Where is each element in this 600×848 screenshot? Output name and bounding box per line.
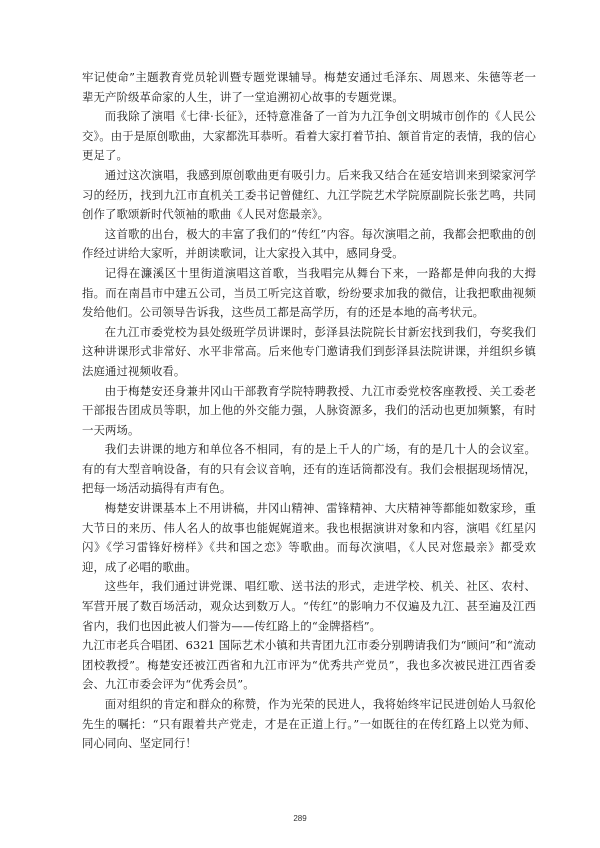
paragraph: 面对组织的肯定和群众的称赞，作为光荣的民进人，我将始终牢记民进创始人马叙伦先生的嘱托：“只有跟着共产党走，才是在正道上行。”一如既往的在传红路上以党为师、同心同向、坚定同行！ xyxy=(82,697,536,751)
paragraph: 我们去讲课的地方和单位各不相同，有的是上千人的广场，有的是几十人的会议室。有的有大型音响设备，有的只有会议音响，还有的连话筒都没有。我们会根据现场情况，把每一场活动搞得有声有色。 xyxy=(82,442,536,496)
paragraph: 牢记使命”主题教育党员轮训暨专题党课辅导。梅楚安通过毛泽东、周恩来、朱德等老一辈无产阶级革命家的人生，讲了一堂追溯初心故事的专题党课。 xyxy=(82,70,536,104)
paragraph: 由于梅楚安还身兼井冈山干部教育学院特聘教授、九江市委党校客座教授、关工委老干部报告团成员等职，加上他的外交能力强，人脉资源多，我们的活动也更加频繁，有时一天两场。 xyxy=(82,383,536,437)
page-body xyxy=(82,68,536,754)
paragraph: 九江市老兵合唱团、6321 国际艺术小镇和共青团九江市委分别聘请我们为“顾问”和“流动团校教授”。梅楚安还被江西省和九江市评为“优秀共产党员”，我也多次被民进江西省委会、九江市委会评为“优秀会员”。 xyxy=(82,638,536,692)
page-number: 289 xyxy=(293,814,307,823)
paragraph: 在九江市委党校为县处级班学员讲课时，彭泽县法院院长甘新宏找到我们，夸奖我们这种讲课形式非常好、水平非常高。后来他专门邀请我们到彭泽县法院讲课，并组织乡镇法庭通过视频收看。 xyxy=(82,324,536,378)
paragraph: 梅楚安讲课基本上不用讲稿，井冈山精神、雷锋精神、大庆精神等都能如数家珍，重大节日的来历、伟人名人的故事也能娓娓道来。我也根据演讲对象和内容，演唱《红星闪闪》《学习雷锋好榜样》《共和国之恋》等歌曲。而每次演唱，《人民对您最亲》都受欢迎，成了必唱的歌曲。 xyxy=(82,501,536,574)
paragraph: 这首歌的出台，极大的丰富了我们的“传红”内容。每次演唱之前，我都会把歌曲的创作经过讲给大家听，并朗读歌词，让大家投入其中，感同身受。 xyxy=(82,226,536,261)
paragraph: 记得在濂溪区十里街道演唱这首歌，当我唱完从舞台下来，一路都是伸向我的大拇指。而在南昌市中建五公司，当员工听完这首歌，纷纷要求加我的微信，让我把歌曲视频发给他们。公司领导告诉我，这些员工都是高学历，有的还是本地的高考状元。 xyxy=(82,265,536,320)
paragraph: 这些年，我们通过讲党课、唱红歌、送书法的形式，走进学校、机关、社区、农村、军营开展了数百场活动，观众达到数万人。“传红”的影响力不仅遍及九江、甚至遍及江西省内，我们也因此被人们誉为——传红路上的“金牌搭档”。 xyxy=(82,579,536,633)
paragraph: 通过这次演唱，我感到原创歌曲更有吸引力。后来我又结合在延安培训来到梁家河学习的经历，找到九江市直机关工委书记曾健红、九江学院艺术学院原副院长张艺鸣，共同创作了歌颂新时代领袖的歌曲《人民对您最亲》。 xyxy=(82,167,536,222)
paragraph: 而我除了演唱《七律·长征》，还特意准备了一首为九江争创文明城市创作的《人民公交》。由于是原创歌曲，大家都洗耳恭听。看着大家打着节拍、颔首肯定的表情，我的信心更足了。 xyxy=(82,109,536,163)
